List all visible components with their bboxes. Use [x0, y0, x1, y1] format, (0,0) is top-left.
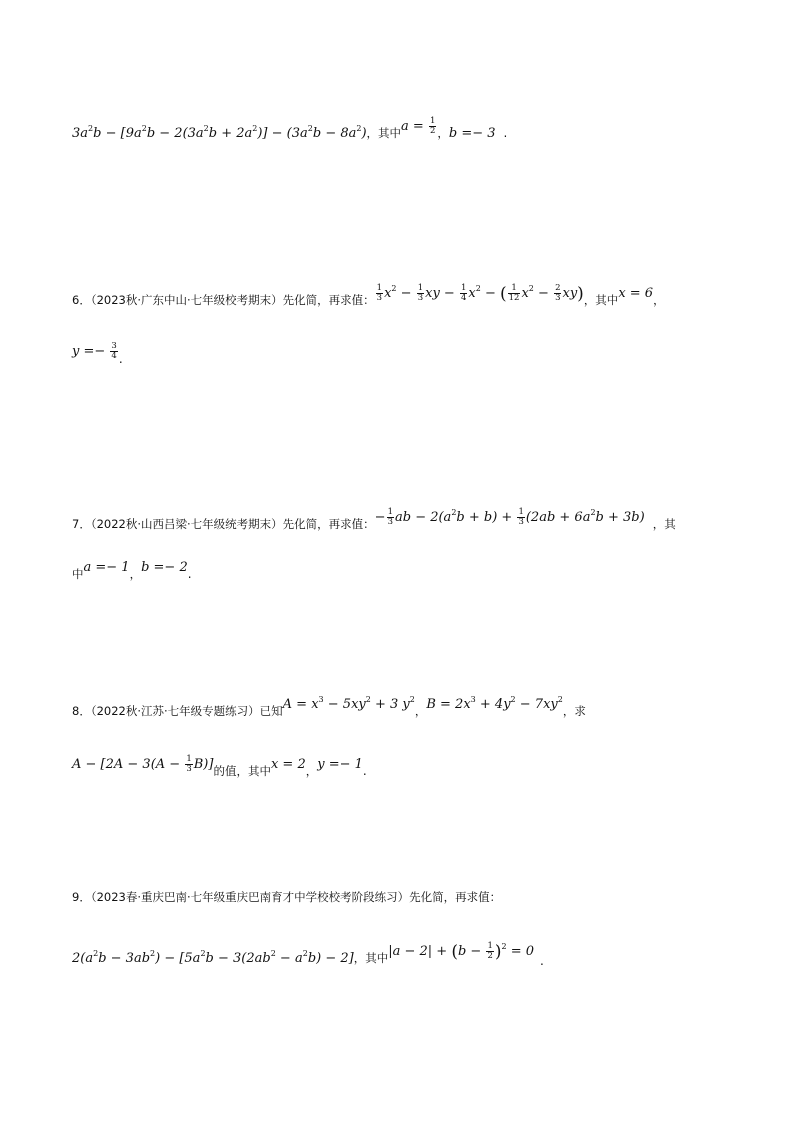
problem-7-connector-1: ，其	[652, 517, 676, 531]
problem-5-expression: $3a^2b - [9a^2b - 2(3a^2b + 2a^2)] - (3a^2b - 8a^2)$	[72, 124, 367, 141]
problem-7-line-2	[72, 560, 192, 583]
problem-5-condition-a: a = $\frac{1}{2}$	[401, 116, 436, 136]
problem-5	[72, 116, 508, 143]
problem-9	[72, 889, 501, 905]
problem-5-connector: ，其中	[366, 126, 402, 140]
problem-8-label: 8．（2022秋·江苏·七年级专题练习）已知	[72, 704, 283, 718]
problem-8-ask: ，求	[562, 704, 586, 718]
problem-6-separator: ，	[653, 293, 665, 307]
problem-8-expression-a: $A = x^3 - 5xy^2 + 3$ $y^2$	[282, 695, 415, 712]
problem-6-line-2	[72, 341, 123, 366]
problem-7-condition-b: b =− 2	[141, 560, 188, 575]
problem-6-condition-y: y =− $\frac{3}{4}$	[72, 341, 117, 361]
problem-7	[72, 507, 676, 534]
problem-7-label: 7．（2022秋·山西吕梁·七年级统考期末）先化简，再求值：	[72, 517, 375, 531]
problem-8-condition-y: y =− 1	[317, 757, 363, 772]
problem-6-condition-x: x = 6	[618, 286, 654, 301]
problem-8-line-2	[72, 754, 367, 781]
problem-8-condition-x: x = 2	[270, 757, 306, 772]
problem-7-end: .	[187, 567, 192, 581]
problem-6	[72, 283, 665, 310]
problem-5-separator: ，	[437, 126, 449, 140]
problem-7-expression: − $\frac{1}{3}$ ab − $2(a^2b + b)$ + $\frac{1}{3}$ $(2ab + 6a^2b + 3b)$	[374, 507, 645, 527]
problem-9-expression: $2(a^2b - 3ab^2) - [5a^2b - 3(2ab^2 - a^2b) - 2]$	[72, 949, 354, 966]
problem-9-line-2	[72, 941, 544, 968]
problem-6-end: .	[118, 352, 123, 366]
problem-5-condition-b: b =− 3	[448, 126, 496, 141]
problem-8-end: .	[362, 764, 367, 778]
problem-6-expression: $\frac{1}{3}$ $x^2$ − $\frac{1}{3}$ xy − $\frac{1}{4}$ $x^2$ − ( $\frac{1}{12}$ $x^2$ − $\frac{2}{3}$ xy)	[376, 283, 584, 304]
problem-8	[72, 695, 586, 720]
problem-7-connector-2: 中	[72, 567, 84, 581]
problem-9-connector: ，其中	[353, 951, 389, 965]
problem-6-connector: ，其中	[583, 293, 619, 307]
problem-8-expression: A − [2A − 3(A − $\frac{1}{3}$ B)]	[72, 754, 214, 774]
problem-9-end: .	[540, 954, 544, 968]
problem-7-condition-a: a =− 1	[83, 560, 130, 575]
problem-9-condition: |a − 2| + (b − $\frac{1}{2}$ )$^2$ = 0	[388, 941, 535, 962]
problem-8-value-of: 的值，其中	[213, 764, 271, 778]
problem-6-label: 6．（2023秋·广东中山·七年级校考期末）先化简，再求值：	[72, 293, 375, 307]
problem-7-separator: ，	[129, 567, 142, 581]
problem-8-separator: ，	[414, 704, 427, 718]
problem-5-end: .	[503, 126, 508, 140]
problem-9-label: 9．（2023春·重庆巴南·七年级重庆巴南育才中学校校考阶段练习）先化简，再求值：	[72, 890, 502, 904]
problem-8-separator-2: ，	[305, 764, 318, 778]
problem-8-expression-b: $B = 2x^3 + 4y^2 - 7xy^2$	[426, 695, 563, 712]
